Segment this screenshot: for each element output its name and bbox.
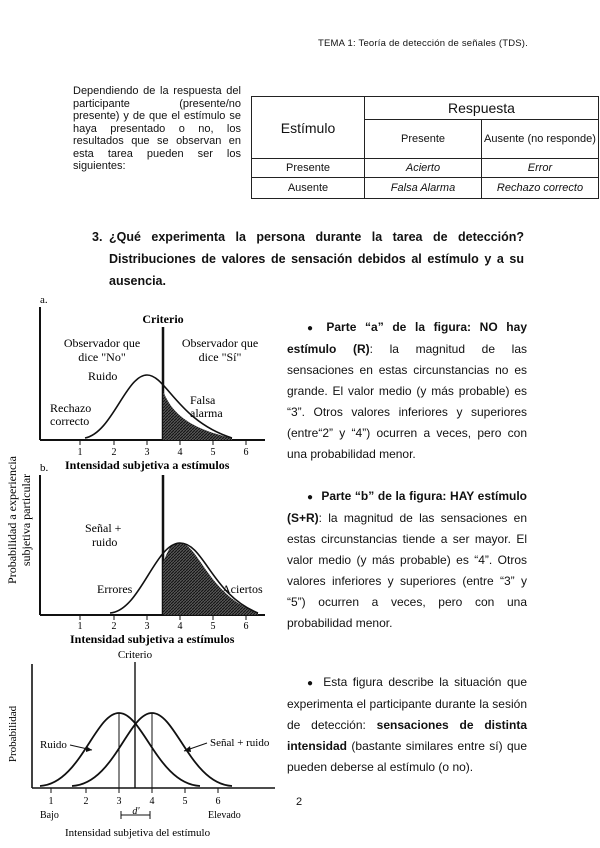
rechazo-line1: Rechazo <box>50 401 92 415</box>
ruido-label: Ruido <box>88 369 118 383</box>
bullet-c-pre: Esta figura describe la situación que experimenta el participante durante la sesión de detección: <box>287 675 528 732</box>
tick-label: 4 <box>149 796 155 807</box>
figure-ab <box>0 295 285 650</box>
intro-paragraph: Dependiendo de la respuesta del participante (presente/no presente) y de que el estímulo se haya presentado o no, los resultados que se observan en esta tarea pueden ser los siguientes: <box>73 85 241 172</box>
bullet-part-b: ● Parte “b” de la figura: HAY estímulo (S+R): la magnitud de las sensaciones en estas circunstancias tiende a ser mayor. El valor medio (y más probable) es “4”. Otros valores inferiores y superiores (entre “3” y “5”) ocurren a veces, pero con una probabilidad menor. <box>287 489 527 630</box>
tick-label: 4 <box>177 621 183 632</box>
xlabel-c: Intensidad subjetiva del estímulo <box>65 827 211 839</box>
tick-label: 1 <box>48 796 54 807</box>
elevado-label: Elevado <box>208 810 241 821</box>
falsa-line1: Falsa <box>190 393 216 407</box>
criterio-label: Criterio <box>142 312 184 326</box>
senal-line1: Señal + <box>85 521 122 535</box>
tick-label: 6 <box>243 621 249 632</box>
tick-label: 6 <box>243 447 249 458</box>
ylabel-line1: Probabilidad a experiencia <box>5 456 19 584</box>
tick-label: 3 <box>144 621 150 632</box>
ruido-label-2: Ruido <box>40 739 67 751</box>
tick-label: 1 <box>77 621 83 632</box>
bullet-part-a: ● Parte “a” de la figura: NO hay estímulo (R): la magnitud de las sensaciones en estas circunstancias no es grande. El valor medio (y más probable) es “3”. Otros valores inferiores y superiores (entre“2” y “4”) ocurren a veces, pero con una probabilidad menor. <box>287 320 527 461</box>
rechazo-line2: correcto <box>50 414 90 428</box>
bajo-label: Bajo <box>40 810 59 821</box>
figure-overlap <box>0 646 285 846</box>
row-label: Ausente <box>252 178 365 199</box>
ylabel-line2: subjetiva particular <box>19 473 33 567</box>
falsa-line2: alarma <box>190 406 223 420</box>
criterio-label-2: Criterio <box>117 649 153 661</box>
obs-si-line2: dice "Sí" <box>198 350 242 364</box>
stimulus-header: Estímulo <box>252 97 365 159</box>
response-header: Respuesta <box>365 97 599 120</box>
label-b: b. <box>40 462 49 474</box>
tick-label: 5 <box>182 796 188 807</box>
hit-area <box>163 543 258 615</box>
response-table <box>251 96 599 199</box>
page-number: 2 <box>296 796 303 808</box>
tick-label: 2 <box>111 447 117 458</box>
cell-error: Error <box>482 159 599 178</box>
section-question <box>92 226 524 292</box>
dprime-label: d' <box>132 806 140 817</box>
tick-label: 5 <box>210 621 216 632</box>
tick-label: 6 <box>215 796 221 807</box>
bullet-c-bold: sensaciones de distinta intensidad <box>287 718 527 753</box>
obs-si-line1: Observador que <box>181 336 259 350</box>
aciertos-label: Aciertos <box>222 582 263 596</box>
tick-label: 2 <box>83 796 89 807</box>
tick-label: 1 <box>77 447 83 458</box>
bullet-a-text: : la magnitud de las sensaciones en estas circunstancias no es grande. El valor medio (y más probable) es “3”. Otros valores inferiores y superiores (entre“2” y “4”) ocurren a veces, pero con una probabilidad menor. <box>287 342 527 461</box>
ticks-a <box>78 440 249 458</box>
obs-no-line1: Observador que <box>63 336 141 350</box>
bullet-b-text: : la magnitud de las sensaciones en estas circunstancias tiende a ser mayor. El valor medio (y más probable) es “4”. Otros valores inferiores y superiores (entre “3” y “5”) ocurren a veces, pero con una probabilidad menor. <box>287 511 527 630</box>
tick-label: 3 <box>144 447 150 458</box>
col-absent: Ausente (no responde) <box>482 120 599 159</box>
cell-falsa-alarma: Falsa Alarma <box>365 178 482 199</box>
col-present: Presente <box>365 120 482 159</box>
bullet-a-bold: Parte “a” de la figura: NO hay estímulo (R) <box>287 320 527 356</box>
ticks-b <box>78 615 249 632</box>
tick-label: 5 <box>210 447 216 458</box>
senal-line2: ruido <box>92 535 118 549</box>
tick-label: 4 <box>177 447 183 458</box>
page-header: TEMA 1: Teoría de detección de señales (TDS). <box>318 38 529 49</box>
cell-rechazo: Rechazo correcto <box>482 178 599 199</box>
errores-label: Errores <box>97 582 133 596</box>
tick-label: 2 <box>111 621 117 632</box>
bullet-b-bold: Parte “b” de la figura: HAY estímulo (S+R) <box>287 489 527 525</box>
question-number: 3. <box>92 230 103 244</box>
row-label: Presente <box>252 159 365 178</box>
obs-no-line2: dice "No" <box>78 350 126 364</box>
ticks-c <box>49 788 221 807</box>
ylabel-prob: Probabilidad <box>7 705 19 763</box>
xlabel-a: Intensidad subjetiva a estímulos <box>65 458 230 472</box>
cell-acierto: Acierto <box>365 159 482 178</box>
label-a: a. <box>40 295 48 306</box>
xlabel-b: Intensidad subjetiva a estímulos <box>70 632 235 646</box>
senal-label-2: Señal + ruido <box>210 737 270 749</box>
bullet-c-post: (bastante similares entre sí) que pueden deberse al estímulo (o no). <box>287 739 527 774</box>
tick-label: 3 <box>116 796 122 807</box>
question-text: ¿Qué experimenta la persona durante la tarea de detección? Distribuciones de valores de sensación debidos al estímulo y a su ausencia. <box>109 230 524 288</box>
bullet-summary: ● Esta figura describe la situación que experimenta el participante durante la sesión de detección: sensaciones de distinta intensidad (bastante similares entre sí) que pueden deberse al estímulo (o no). <box>287 675 528 774</box>
